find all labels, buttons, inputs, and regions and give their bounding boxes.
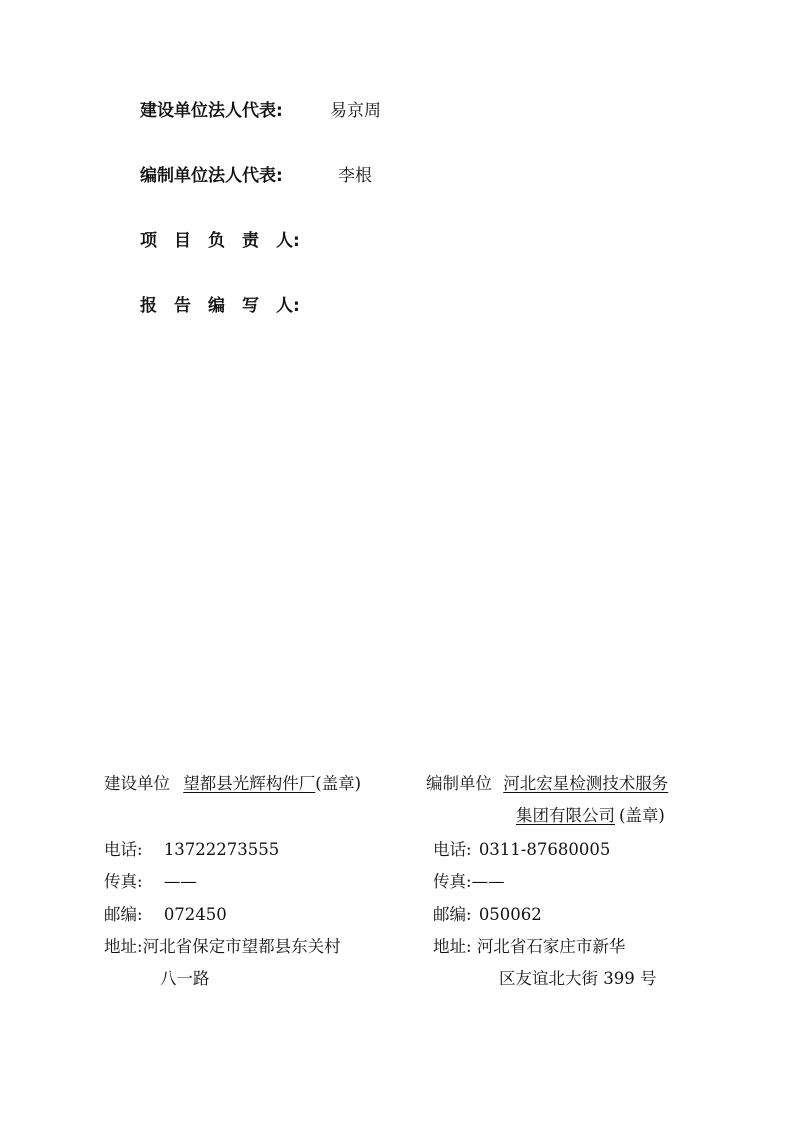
compile-unit-line [426,770,668,794]
compile-address-line1: 河北省石家庄市新华 [476,937,626,956]
compile-address-line2: 区友谊北大街 399 号 [499,969,657,988]
construction-postcode-label: 邮编: [104,905,143,924]
construction-fax-line [104,868,197,892]
construction-address-label: 地址: [104,937,143,956]
compile-phone: 0311-87680005 [478,840,611,859]
compile-phone-line [433,836,610,860]
construction-address-line [104,933,341,957]
construction-postcode-line [104,901,227,925]
construction-unit-line [104,770,361,794]
construction-phone: 13722273555 [163,840,280,859]
compile-fax: —— [471,872,505,891]
compile-fax-line [433,868,505,892]
compile-phone-label: 电话: [433,840,472,859]
construction-address-line1: 河北省保定市望都县东关村 [142,937,341,956]
compile-postcode: 050062 [478,905,542,924]
construction-phone-label: 电话: [104,840,143,859]
construction-rep-value: 易京周 [330,101,381,121]
construction-fax-label: 传真: [104,872,143,891]
construction-unit-name: 望都县光辉构件厂 [183,774,316,793]
project-lead-label: 项 目 负 责 人: [140,231,300,251]
construction-rep-label: 建设单位法人代表: [140,101,283,121]
compile-rep-value: 李根 [338,166,372,186]
construction-fax: —— [163,872,197,891]
construction-unit-seal: (盖章) [315,774,362,793]
compile-address-line [433,933,625,957]
compile-address-label: 地址: [433,937,472,956]
construction-unit-label: 建设单位 [104,774,170,793]
compile-unit-seal: (盖章) [619,806,665,825]
compile-unit-name-line2: 集团有限公司 [516,806,615,825]
compile-rep-label: 编制单位法人代表: [140,166,283,186]
compile-unit-label: 编制单位 [426,774,492,793]
construction-phone-line [104,836,279,860]
compile-unit-name-line1: 河北宏星检测技术服务 [503,774,669,793]
compile-postcode-line [433,901,542,925]
construction-postcode: 072450 [163,905,227,924]
construction-address-line2: 八一路 [160,969,210,988]
compile-fax-label: 传真: [433,872,472,891]
report-writer-label: 报 告 编 写 人: [140,296,300,316]
compile-postcode-label: 邮编: [433,905,472,924]
compile-unit-line2 [516,802,665,826]
